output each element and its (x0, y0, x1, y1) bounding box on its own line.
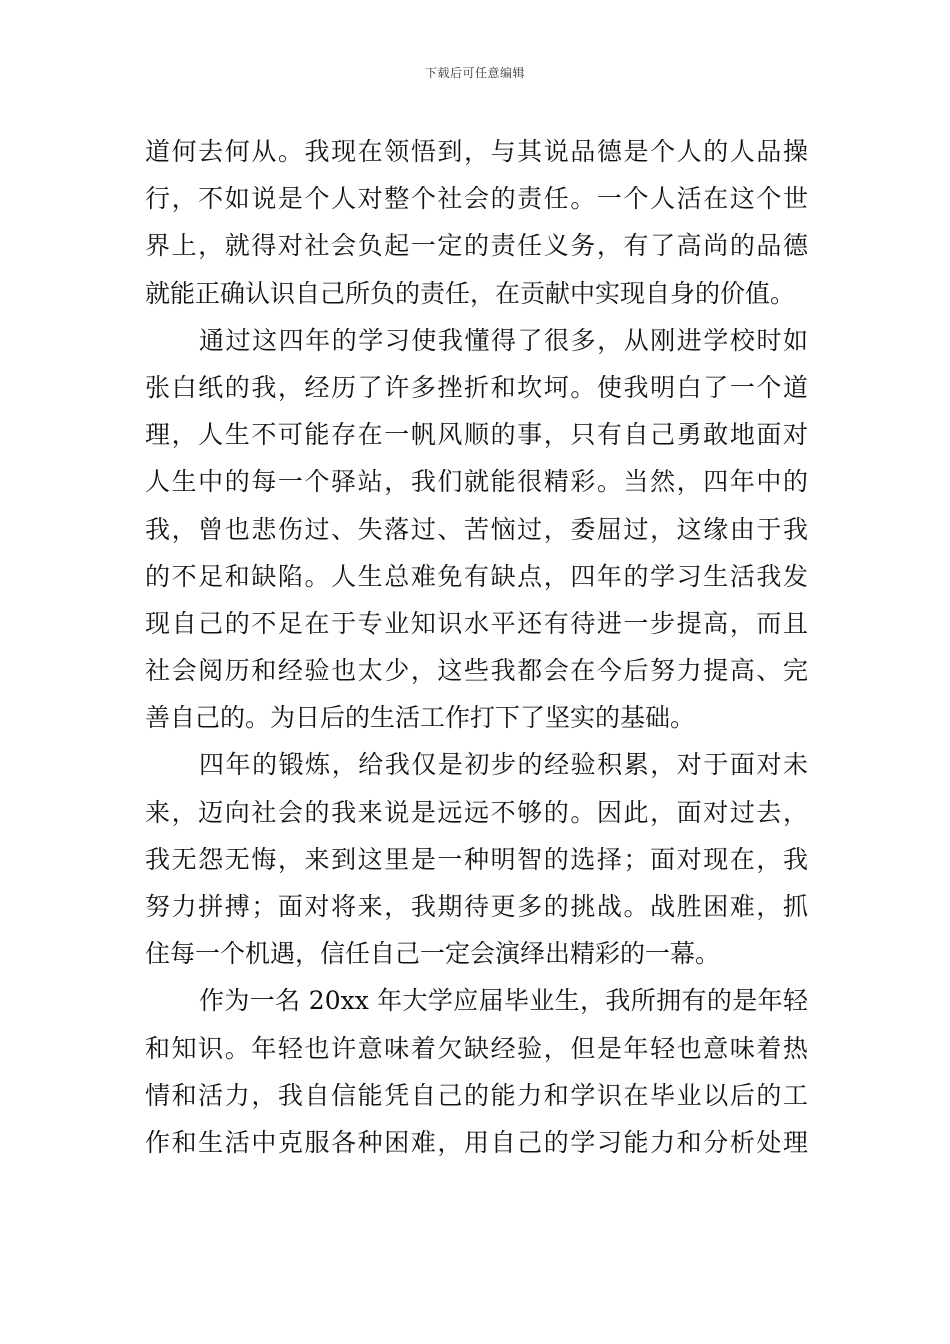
text-line-12: 社会阅历和经验也太少，这些我都会在今后努力提高、完 (145, 656, 808, 686)
text-line-2: 行，不如说是个人对整个社会的责任。一个人活在这个世 (145, 184, 808, 214)
text-line-11: 现自己的不足在于专业知识水平还有待进一步提高，而且 (145, 608, 808, 638)
text-line-20: 和知识。年轻也许意味着欠缺经验，但是年轻也意味着热 (145, 1033, 808, 1063)
page-header: 下载后可任意编辑 (424, 66, 525, 80)
text-line-10: 的不足和缺陷。人生总难免有缺点，四年的学习生活我发 (145, 561, 808, 591)
document-body (145, 128, 808, 1166)
text-line-6: 张白纸的我，经历了许多挫折和坎坷。使我明白了一个道 (145, 372, 808, 402)
text-line-14: 四年的锻炼，给我仅是初步的经验积累，对于面对未 (199, 750, 808, 780)
text-line-5: 通过这四年的学习使我懂得了很多，从刚进学校时如 (199, 325, 808, 355)
text-line-22: 作和生活中克服各种困难，用自己的学习能力和分析处理 (145, 1127, 808, 1157)
text-line-8: 人生中的每一个驿站，我们就能很精彩。当然，四年中的 (145, 467, 808, 497)
text-line-19: 作为一名 20xx 年大学应届毕业生，我所拥有的是年轻 (199, 986, 808, 1016)
text-line-18: 住每一个机遇，信任自己一定会演绎出精彩的一幕。 (145, 939, 721, 969)
text-line-3: 界上，就得对社会负起一定的责任义务，有了高尚的品德 (145, 231, 808, 261)
text-line-21: 情和活力，我自信能凭自己的能力和学识在毕业以后的工 (145, 1080, 808, 1110)
text-line-17: 努力拼搏；面对将来，我期待更多的挑战。战胜困难，抓 (145, 892, 808, 921)
text-line-15: 来，迈向社会的我来说是远远不够的。因此，面对过去， (145, 797, 808, 827)
text-line-16: 我无怨无悔，来到这里是一种明智的选择；面对现在，我 (145, 844, 808, 874)
text-line-13: 善自己的。为日后的生活工作打下了坚实的基础。 (145, 703, 696, 733)
text-line-7: 理，人生不可能存在一帆风顺的事，只有自己勇敢地面对 (145, 420, 808, 450)
text-line-1: 道何去何从。我现在领悟到，与其说品德是个人的人品操 (145, 137, 808, 166)
text-line-9: 我，曾也悲伤过、失落过、苦恼过，委屈过，这缘由于我 (145, 514, 808, 544)
text-line-4: 就能正确认识自己所负的责任，在贡献中实现自身的价值。 (145, 278, 796, 308)
